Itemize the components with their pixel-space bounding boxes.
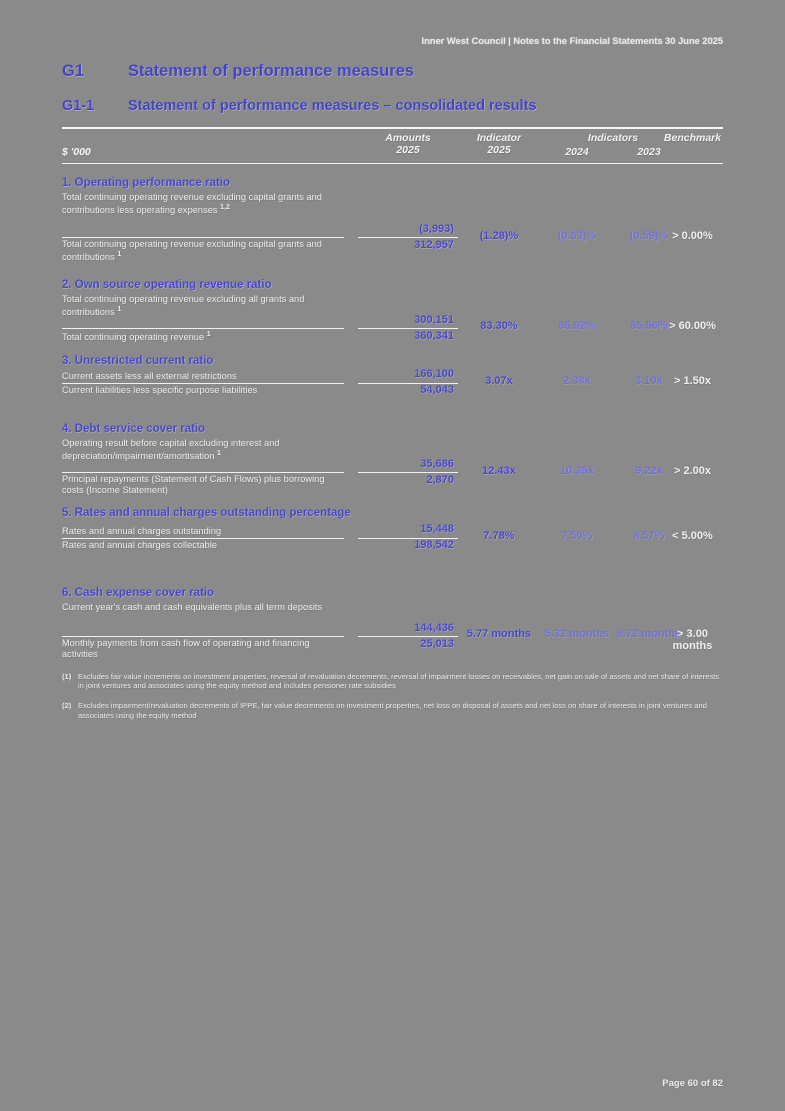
ratio-fraction xyxy=(62,292,723,344)
numerator-text: Rates and annual charges outstanding xyxy=(62,526,222,536)
column-header-indicator-2024: 2024 xyxy=(565,146,589,158)
ratio-block-1 xyxy=(62,177,723,262)
numerator-label xyxy=(62,192,347,215)
indicator-2024-value: 5.32 months xyxy=(544,628,610,640)
denominator-value: 2,870 xyxy=(426,474,454,486)
table-header-rule xyxy=(62,163,723,164)
denominator-value: 54,043 xyxy=(420,384,454,396)
indicator-2025-value: 83.30% xyxy=(480,320,518,332)
footnote-item xyxy=(62,672,723,690)
denominator-text: Principal repayments (Statement of Cash Flows) plus borrowing costs (Income Statement) xyxy=(62,474,325,495)
column-header-amounts-line1: Amounts xyxy=(385,132,431,144)
footnotes-section xyxy=(62,672,723,731)
indicator-2023-value: 85.56% xyxy=(630,320,668,332)
indicator-2025-value: 12.43x xyxy=(482,465,516,477)
subsection-title: Statement of performance measures – consolidated results xyxy=(128,98,537,114)
page-number-footer: Page 60 of 82 xyxy=(662,1078,723,1089)
indicator-2024-value: 86.92% xyxy=(558,320,596,332)
ratio-fraction xyxy=(62,368,723,410)
denominator-label xyxy=(62,540,347,551)
ratio-block-2 xyxy=(62,279,723,344)
footnote-text: Excludes impairment/revaluation decrements of IPPE, fair value decrements on investment properties, net loss on disposal of assets and net loss on share of interests in joint ventures and associates using the equity method xyxy=(78,701,707,720)
performance-measures-table xyxy=(62,127,723,164)
denominator-text: Monthly payments from cash flow of operating and financing activities xyxy=(62,638,310,659)
fraction-bar-right xyxy=(358,472,458,473)
units-label: $ '000 xyxy=(62,146,91,158)
ratio-fraction xyxy=(62,436,723,498)
denominator-value: 25,013 xyxy=(420,638,454,650)
benchmark-value: > 60.00% xyxy=(669,320,716,332)
denominator-label xyxy=(62,385,347,396)
numerator-text: Total continuing operating revenue excluding all grants and contributions xyxy=(62,294,305,317)
column-header-indicators-group: Indicators xyxy=(587,132,639,144)
denominator-footnote-ref: 1 xyxy=(206,331,211,338)
indicator-2024-value: 2.38x xyxy=(563,375,591,387)
denominator-value: 312,957 xyxy=(414,239,454,251)
column-header-amounts xyxy=(362,132,454,156)
numerator-footnote-ref: 1 xyxy=(217,449,221,457)
denominator-footnote-ref: 1 xyxy=(117,250,122,258)
numerator-label xyxy=(62,526,347,537)
indicator-2023-value: (0.59)% xyxy=(629,230,669,242)
numerator-value: (3,993) xyxy=(419,223,454,235)
numerator-label xyxy=(62,371,347,382)
ratio-fraction xyxy=(62,600,723,662)
benchmark-value: < 5.00% xyxy=(672,530,713,542)
column-header-indicator-year: 2025 xyxy=(487,144,511,156)
column-header-indicator-2023: 2023 xyxy=(637,146,661,158)
numerator-label xyxy=(62,294,347,317)
numerator-value: 300,151 xyxy=(414,314,454,326)
fraction-bar-left xyxy=(62,636,344,637)
ratio-block-6 xyxy=(62,587,723,662)
ratio-title: 2. Own source operating revenue ratio xyxy=(62,279,272,291)
ratio-title: 1. Operating performance ratio xyxy=(62,177,231,189)
denominator-label xyxy=(62,638,347,659)
footnote-text: Excludes fair value increments on investment properties, reversal of revaluation decrements, reversal of impairment losses on receivables, net gain on sale of assets and net share of interests in joint ventures and associates using the equity method and includes pensioner rate subsidies xyxy=(78,672,720,691)
fraction-bar-left xyxy=(62,472,344,473)
indicator-2023-value: 8.57% xyxy=(633,530,665,542)
indicator-2025-value: 7.78% xyxy=(483,530,515,542)
numerator-value: 35,686 xyxy=(420,458,454,470)
numerator-value: 15,448 xyxy=(420,523,454,535)
ratio-fraction xyxy=(62,190,723,262)
fraction-bar-left xyxy=(62,383,344,384)
numerator-text: Operating result before capital excluding interest and depreciation/impairment/amortisation xyxy=(62,438,280,461)
fraction-bar-right xyxy=(358,328,458,329)
denominator-text: Rates and annual charges collectable xyxy=(62,540,218,550)
denominator-value: 198,542 xyxy=(414,539,454,551)
indicator-2023-value: 3.10x xyxy=(635,375,663,387)
ratio-title: 5. Rates and annual charges outstanding percentage xyxy=(62,507,351,519)
indicator-2024-value: 7.50% xyxy=(561,530,593,542)
denominator-label xyxy=(62,474,347,495)
ratio-title: 4. Debt service cover ratio xyxy=(62,423,206,435)
denominator-value: 360,341 xyxy=(414,330,454,342)
ratio-title: 6. Cash expense cover ratio xyxy=(62,587,215,599)
benchmark-value: > 0.00% xyxy=(672,230,713,242)
ratio-fraction xyxy=(62,523,723,565)
subsection-heading xyxy=(62,98,537,114)
indicator-2023-value: 9.72 months xyxy=(616,628,682,640)
numerator-value: 166,100 xyxy=(414,368,454,380)
indicator-2025-value: 5.77 months xyxy=(466,628,532,640)
benchmark-value: > 3.00 months xyxy=(672,628,713,652)
footnote-marker: (2) xyxy=(62,701,72,711)
indicator-2025-value: (1.28)% xyxy=(479,230,519,242)
ratio-block-4 xyxy=(62,423,723,498)
ratio-title: 3. Unrestricted current ratio xyxy=(62,355,214,367)
ratio-block-5 xyxy=(62,507,723,565)
indicator-2025-value: 3.07x xyxy=(485,375,513,387)
fraction-bar-left xyxy=(62,237,344,238)
ratio-block-3 xyxy=(62,355,723,410)
footnote-item xyxy=(62,701,723,719)
denominator-label xyxy=(62,239,347,262)
numerator-value: 144,436 xyxy=(414,622,454,634)
benchmark-value: > 1.50x xyxy=(673,375,711,387)
column-header-amounts-year: 2025 xyxy=(396,144,420,156)
numerator-text: Total continuing operating revenue excluding capital grants and contributions less operating expenses xyxy=(62,192,322,215)
numerator-footnote-ref: 1 xyxy=(117,305,122,313)
numerator-text: Current year's cash and cash equivalents plus all term deposits xyxy=(62,602,323,612)
subsection-number: G1-1 xyxy=(62,98,95,114)
section-number: G1 xyxy=(62,62,85,80)
indicator-2024-value: (0.63)% xyxy=(557,230,597,242)
numerator-footnote-ref: 1,2 xyxy=(220,203,230,211)
indicator-2023-value: 9.22x xyxy=(635,465,663,477)
section-heading xyxy=(62,62,414,81)
fraction-bar-left xyxy=(62,538,344,539)
denominator-label xyxy=(62,330,347,343)
column-header-indicator-line1: Indicator xyxy=(476,132,522,144)
column-header-indicator xyxy=(460,132,538,156)
indicator-2024-value: 10.35x xyxy=(560,465,594,477)
denominator-text: Current liabilities less specific purpose liabilities xyxy=(62,385,258,395)
table-header-row xyxy=(62,129,723,163)
section-title: Statement of performance measures xyxy=(128,62,415,80)
numerator-label xyxy=(62,602,347,613)
denominator-text: Total continuing operating revenue excluding capital grants and contributions xyxy=(62,239,322,262)
numerator-label xyxy=(62,438,347,461)
fraction-bar-left xyxy=(62,328,344,329)
fraction-bar-right xyxy=(358,636,458,637)
document-header: Inner West Council | Notes to the Financial Statements 30 June 2025 xyxy=(421,36,723,47)
denominator-text: Total continuing operating revenue xyxy=(62,332,205,343)
numerator-text: Current assets less all external restrictions xyxy=(62,371,237,381)
column-header-benchmark: Benchmark xyxy=(663,132,722,144)
footnote-marker: (1) xyxy=(62,672,72,681)
benchmark-value: > 2.00x xyxy=(673,465,711,477)
fraction-bar-right xyxy=(358,237,458,238)
